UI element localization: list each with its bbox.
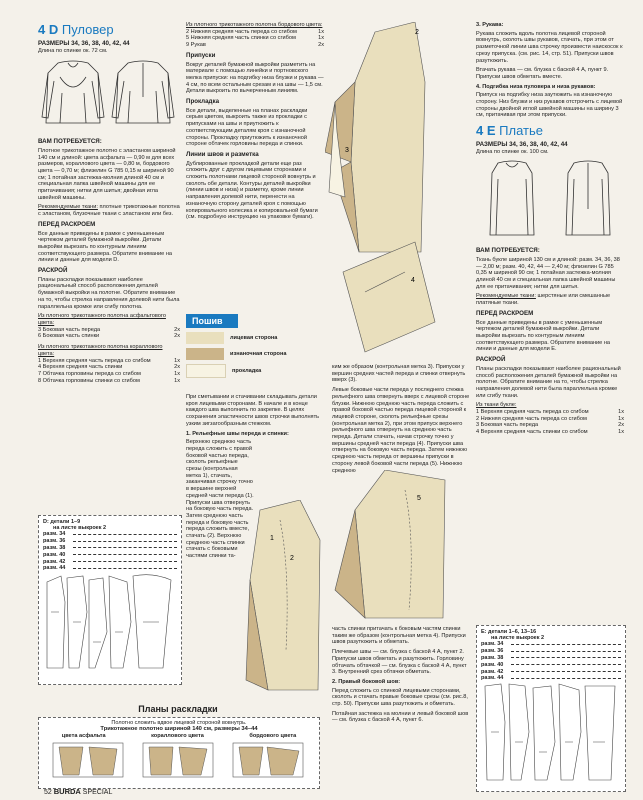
materials-heading: ВАМ ПОТРЕБУЕТСЯ:	[38, 138, 102, 146]
svg-text:4: 4	[411, 277, 415, 284]
dress-fabrics-heading: Рекомендуемые ткани:	[476, 293, 536, 300]
size-box-d	[38, 515, 182, 685]
interfacing-text: Все детали, выделенные на планах раскладки серым цветом, выкроить также из прокладки с припусками на швы и приутюжить к соответствующим деталям кроя с изнаночной стороны. Прокладку приутюжить к изнаночной стороне обтачек горловины переда и спинки.	[186, 107, 308, 148]
burgundy-fabric-heading: Из плотного трикотажного полотна бордового цвета:	[186, 22, 323, 28]
list-item: 6 Боковая часть спинки 2x	[38, 333, 180, 340]
step3-text-b: Втачать рукава — см. блузка с баской 4 А, пункт 9. Припуски швов обметать вместе.	[476, 67, 609, 80]
list-item: 4 Верхняя средняя часть спинки со сгибом 1x	[476, 429, 624, 436]
size-line: разм. 44	[481, 675, 621, 682]
dress-cutting-text: Планы раскладки показывают наиболее рациональный способ расположения деталей бумажной выкройки на полотне. Обратите внимание на то, чтобы стрелка направления долевой нити была параллельна кромке или сгибу ткани.	[476, 365, 621, 399]
list-item: 2 Нижняя средняя часть переда со сгибом 1x	[476, 415, 624, 422]
list-item: 9 Рукав 2x	[186, 42, 324, 49]
list-item: 2 Нижняя средняя часть переда со сгибом 1x	[186, 28, 324, 35]
interfacing-heading: Прокладка	[186, 98, 220, 106]
dress-materials-heading: ВАМ ПОТРЕБУЕТСЯ:	[476, 247, 540, 255]
sizes-text: РАЗМЕРЫ 34, 36, 38, 40, 42, 44	[38, 40, 130, 47]
legend	[186, 314, 324, 382]
model-title: Пуловер	[61, 22, 114, 37]
step1-text: Верхнюю среднюю часть переда сложить с правой боковой частью переда, сколоть рельефные срезы (контрольная метка 1), стачать, заканчивая строчку точно в вершине верхней средней части переда (1). Припуски шва отвернуть на боковую часть переда. Затем среднюю часть переда и боковую часть переда сложить вместе, стачать (2). Верхнюю среднюю часть спинки стачать с боковыми частями спинки та-	[186, 439, 254, 560]
svg-text:3: 3	[345, 147, 349, 154]
dress-fabrics-text: шерстяные или смешанные платяные ткани.	[476, 293, 611, 307]
seam-lines-heading: Линии швов и разметка	[186, 150, 259, 158]
dress-length: Длина по спинке ок. 100 см.	[476, 148, 549, 155]
page-number: 52	[44, 789, 52, 796]
list-item: 4 Верхняя средняя часть спинки 2x	[38, 364, 180, 371]
size-line: разм. 42	[481, 668, 621, 675]
step2-text: Перед сложить со спинкой лицевыми сторонами, сколоть и стачать правые боковые срезы (см. рис.8, стр. 50). Припуски шва разутюжить и обметать.	[332, 687, 468, 708]
size-line: разм. 36	[43, 538, 177, 545]
list-item: 7 Обтачка горловины переда со сгибом 1x	[38, 370, 180, 377]
shoulder-text: Плечевые швы — см. блузка с баской 4 А, пункт 2. Припуски швов обметать и разутюжить. Горловину обтачать обтачкой — см. блузка с баской 4 А, пункт 3. Внутренний срез обтачки обметать.	[332, 649, 467, 676]
size-box-title: D: детали 1–9	[43, 519, 81, 525]
step5-illustration	[325, 470, 475, 620]
model-number: 4 D	[38, 22, 59, 37]
size-line: разм. 38	[43, 545, 177, 552]
step4-text: Припуск на подгибку низа заутюжить на изнаночную сторону. Низ блузки и низ рукавов отстрочить с лицевой стороны двойной иглой швейной машины на ширину 3 см, притачивая при этом припуски.	[476, 92, 623, 119]
legend-item: изнаночная сторона	[186, 348, 324, 360]
svg-text:5: 5	[417, 495, 421, 502]
allowances-text: Вокруг деталей бумажной выкройки разметить на материале с помощью линейки и портновского мелка припуски: на подгибку низа блузки и рукава — 4 см, по всем остальным срезам и на швы — 1,5 см. Детали выкроить по вычерченным линиям.	[186, 61, 324, 95]
column-step-text	[332, 362, 472, 477]
svg-text:2: 2	[290, 555, 294, 562]
step2-illustration	[325, 22, 475, 362]
step1-cont-text: ким же образом (контрольная метка 3). Припуски у вершин средних частей переда и спинки отвернуть вверх (3).	[332, 364, 466, 384]
legend-item: лицевая сторона	[186, 332, 324, 344]
size-line: разм. 36	[481, 648, 621, 655]
size-line: разм. 38	[481, 655, 621, 662]
coral-fabric-heading: Из плотного трикотажного полотна кораллового цвета:	[38, 344, 163, 357]
size-line: разм. 44	[43, 565, 177, 572]
sewing-heading: Пошив	[186, 314, 238, 328]
pattern-pieces-d	[43, 572, 175, 672]
list-item: 8 Обтачка горловины спинки со сгибом 1x	[38, 377, 180, 384]
pullover-sketch	[38, 57, 180, 129]
cutting-heading: РАСКРОЙ	[38, 267, 68, 275]
dress-sketch	[476, 159, 624, 239]
dress-sizes: РАЗМЕРЫ 34, 36, 38, 40, 42, 44	[476, 141, 568, 149]
brand-special: SPECIAL	[82, 789, 113, 796]
size-line: разм. 40	[481, 661, 621, 668]
size-box-e	[476, 625, 626, 792]
dress-cutting-heading: РАСКРОЙ	[476, 356, 506, 364]
asphalt-fabric-heading: Из плотного трикотажного полотна асфальтового цвета:	[38, 313, 166, 326]
sewing-intro: При сметывании и стачивании складывать детали кроя лицевыми сторонами. В начале и в конце каждого шва выполнить по закрепке. В целях сохранения эластичности швов строчки выполнять узким зигзагообразным стежком.	[186, 394, 320, 427]
column-step-text-2	[332, 624, 472, 727]
size-box-sub: на листе выкроек 2	[53, 525, 107, 531]
page-footer	[44, 787, 112, 796]
size-line: разм. 34	[481, 641, 621, 648]
plan-label-coral: кораллового цвета	[151, 733, 204, 739]
plan-label-asphalt: цвета асфальта	[61, 733, 106, 739]
size-line: разм. 34	[43, 531, 177, 538]
size-line: разм. 42	[43, 558, 177, 565]
step4-heading: 4. Подгибка низа пуловера и низа рукавов:	[476, 83, 596, 90]
brand-logo: BURDA	[53, 787, 81, 796]
legend-item: прокладка	[186, 364, 324, 378]
list-item: 1 Верхняя средняя часть переда со сгибом 1x	[38, 357, 180, 364]
column-instructions	[186, 22, 324, 224]
cutting-plans-fabric: Трикотажное полотно шириной 140 см, размеры 34–44	[100, 726, 258, 732]
size-box-e-sub: на листе выкроек 2	[491, 635, 545, 641]
model-heading-e: 4 E Платье	[476, 123, 543, 139]
step3-heading: 3. Рукава:	[476, 22, 504, 28]
step2-heading: 2. Правый боковой шов:	[332, 678, 401, 685]
pattern-pieces-e	[481, 682, 619, 782]
column-dress	[476, 22, 624, 436]
cutting-plans-title: Планы раскладки	[138, 704, 218, 714]
model-heading-d	[38, 22, 180, 37]
dress-before-cutting-heading: ПЕРЕД РАСКРОЕМ	[476, 309, 534, 317]
step1-left-text: Левые боковые части переда у последнего стежка рельефного шва отвернуть вверх с лицевой стороне блузки. Нижнюю среднюю часть переда сложить с правой боковой частью переда лицевой стороной к лицевой стороне, сколоть рельефные срезы (контрольная метка 2), при этом припуск верхнего рельефного шва отвернуть на среднюю часть переда. Детали стачать, начав строчку точно у вершины средней части переда (4). Припуски шва отвернуть на боковую часть переда. Затем нижнюю среднюю часть переда от вершины припуски в сторону левой боковой части переда (5). Нижнюю среднюю	[332, 387, 470, 474]
before-cutting-text: Все данные приведены в рамке с уменьшенным чертежом деталей бумажной выкройки. Детали выкройки вырезать по контурным линиям соответствующего размера. Обратите внимание на линии и данные для модели D.	[38, 230, 173, 264]
dress-materials-text: Ткань букле шириной 130 см и длиной: разм. 34, 36, 38 — 2,00 м; разм. 40, 42, 44 — 2,40 м; флизелин G 785 0,35 м шириной 90 см; 1 потайная застежка-молния длиной 40 см и специальная лапка швейной машины для ее притачивания; нитки для шитья.	[476, 256, 620, 290]
cutting-plan-diagrams	[39, 739, 319, 779]
svg-text:2: 2	[415, 29, 419, 36]
step1-illustration	[240, 500, 330, 700]
back-seams-text: часть спинки притачать к боковым частям спинки таким же образом (контрольная метка 4). Припуски швов разутюжить и обметать.	[332, 626, 466, 646]
list-item: 3 Боковая часть переда 2x	[476, 422, 624, 429]
zipper-text: Потайная застежка на молнии и левый боковой шов — см. блузка с баской 4 А, пункт 6.	[332, 710, 469, 724]
fabrics-heading: Рекомендуемые ткани:	[38, 204, 98, 211]
step1-heading: 1. Рельефные швы переда и спинки:	[186, 430, 289, 437]
before-cutting-heading: ПЕРЕД РАСКРОЕМ	[38, 220, 96, 228]
list-item: 3 Боковая часть переда 2x	[38, 326, 180, 333]
step3-text: Рукава сложить вдоль полотна лицевой стороной вовнутрь, сколоть швы рукавов, стачать, при этом от разметочной линии шва строчку произвести наискосок к срезу припуска. (см. рис. 14, стр. 51). Припуски швов разутюжить.	[476, 30, 623, 64]
cutting-plans	[38, 717, 320, 789]
cutting-text: Планы раскладки показывают наиболее рациональный способ расположения деталей бумажной выкройки на полотне. Обратите внимание на то, чтобы стрелка направления долевой нити была параллельна кромке или сгибу полотна.	[38, 276, 180, 310]
column-pullover	[38, 22, 180, 384]
list-item: 5 Нижняя средняя часть спинки со сгибом 1x	[186, 35, 324, 42]
size-box-e-title: E: детали 1–6, 13–16	[481, 629, 537, 635]
svg-text:1: 1	[270, 535, 274, 542]
boucle-heading: Из ткани букле:	[476, 402, 517, 409]
fabrics-text: плотные трикотажные полотна с эластаном, блузочные ткани с эластаном или без.	[38, 204, 180, 218]
seam-lines-text: Дублированные прокладкой детали еще раз сложить друг с другом лицевыми сторонами и сложить полотнами лицевой стороной вовнутрь и сколоть обе детали. Контуры деталей выкройки (линии швов и низа) и разметку, кроме линии направления долевой нити, перенести на изнаночную сторону деталей кроя с помощью копировального колесика и копировальной бумаги (см. подробную инструкцию на упаковке бумаги).	[186, 160, 318, 221]
cutting-plans-sub: Полотно сложить вдвое лицевой стороной вовнутрь.	[111, 720, 247, 726]
allowances-heading: Припуски	[186, 51, 216, 59]
materials-text: Плотное трикотажное полотно с эластаном шириной 140 см и длиной: цвета асфальта — 0,90 м для всех размеров, кораллового цвета — 0,80 м, бордового цвета — 0,70 м; флизелин G 785 0,15 м шириной 90 см; 1 потайная застежка-молния длиной 40 см и специальная лапка швейной машины для ее притачивания; нитки для шитья; двойная игла швейной машины.	[38, 147, 176, 201]
dress-before-cutting-text: Все данные приведены в рамке с уменьшенным чертежом деталей бумажной выкройки. Детали выкройки вырезать по контурным линиям соответствующего размера. Обратите внимание на линии и данные для модели E.	[476, 319, 611, 353]
plan-label-burgundy: бордового цвета	[249, 733, 297, 739]
size-line: разм. 40	[43, 551, 177, 558]
length-text: Длина по спинке ок. 72 см.	[38, 47, 108, 54]
list-item: 1 Верхняя средняя часть переда со сгибом 1x	[476, 409, 624, 416]
